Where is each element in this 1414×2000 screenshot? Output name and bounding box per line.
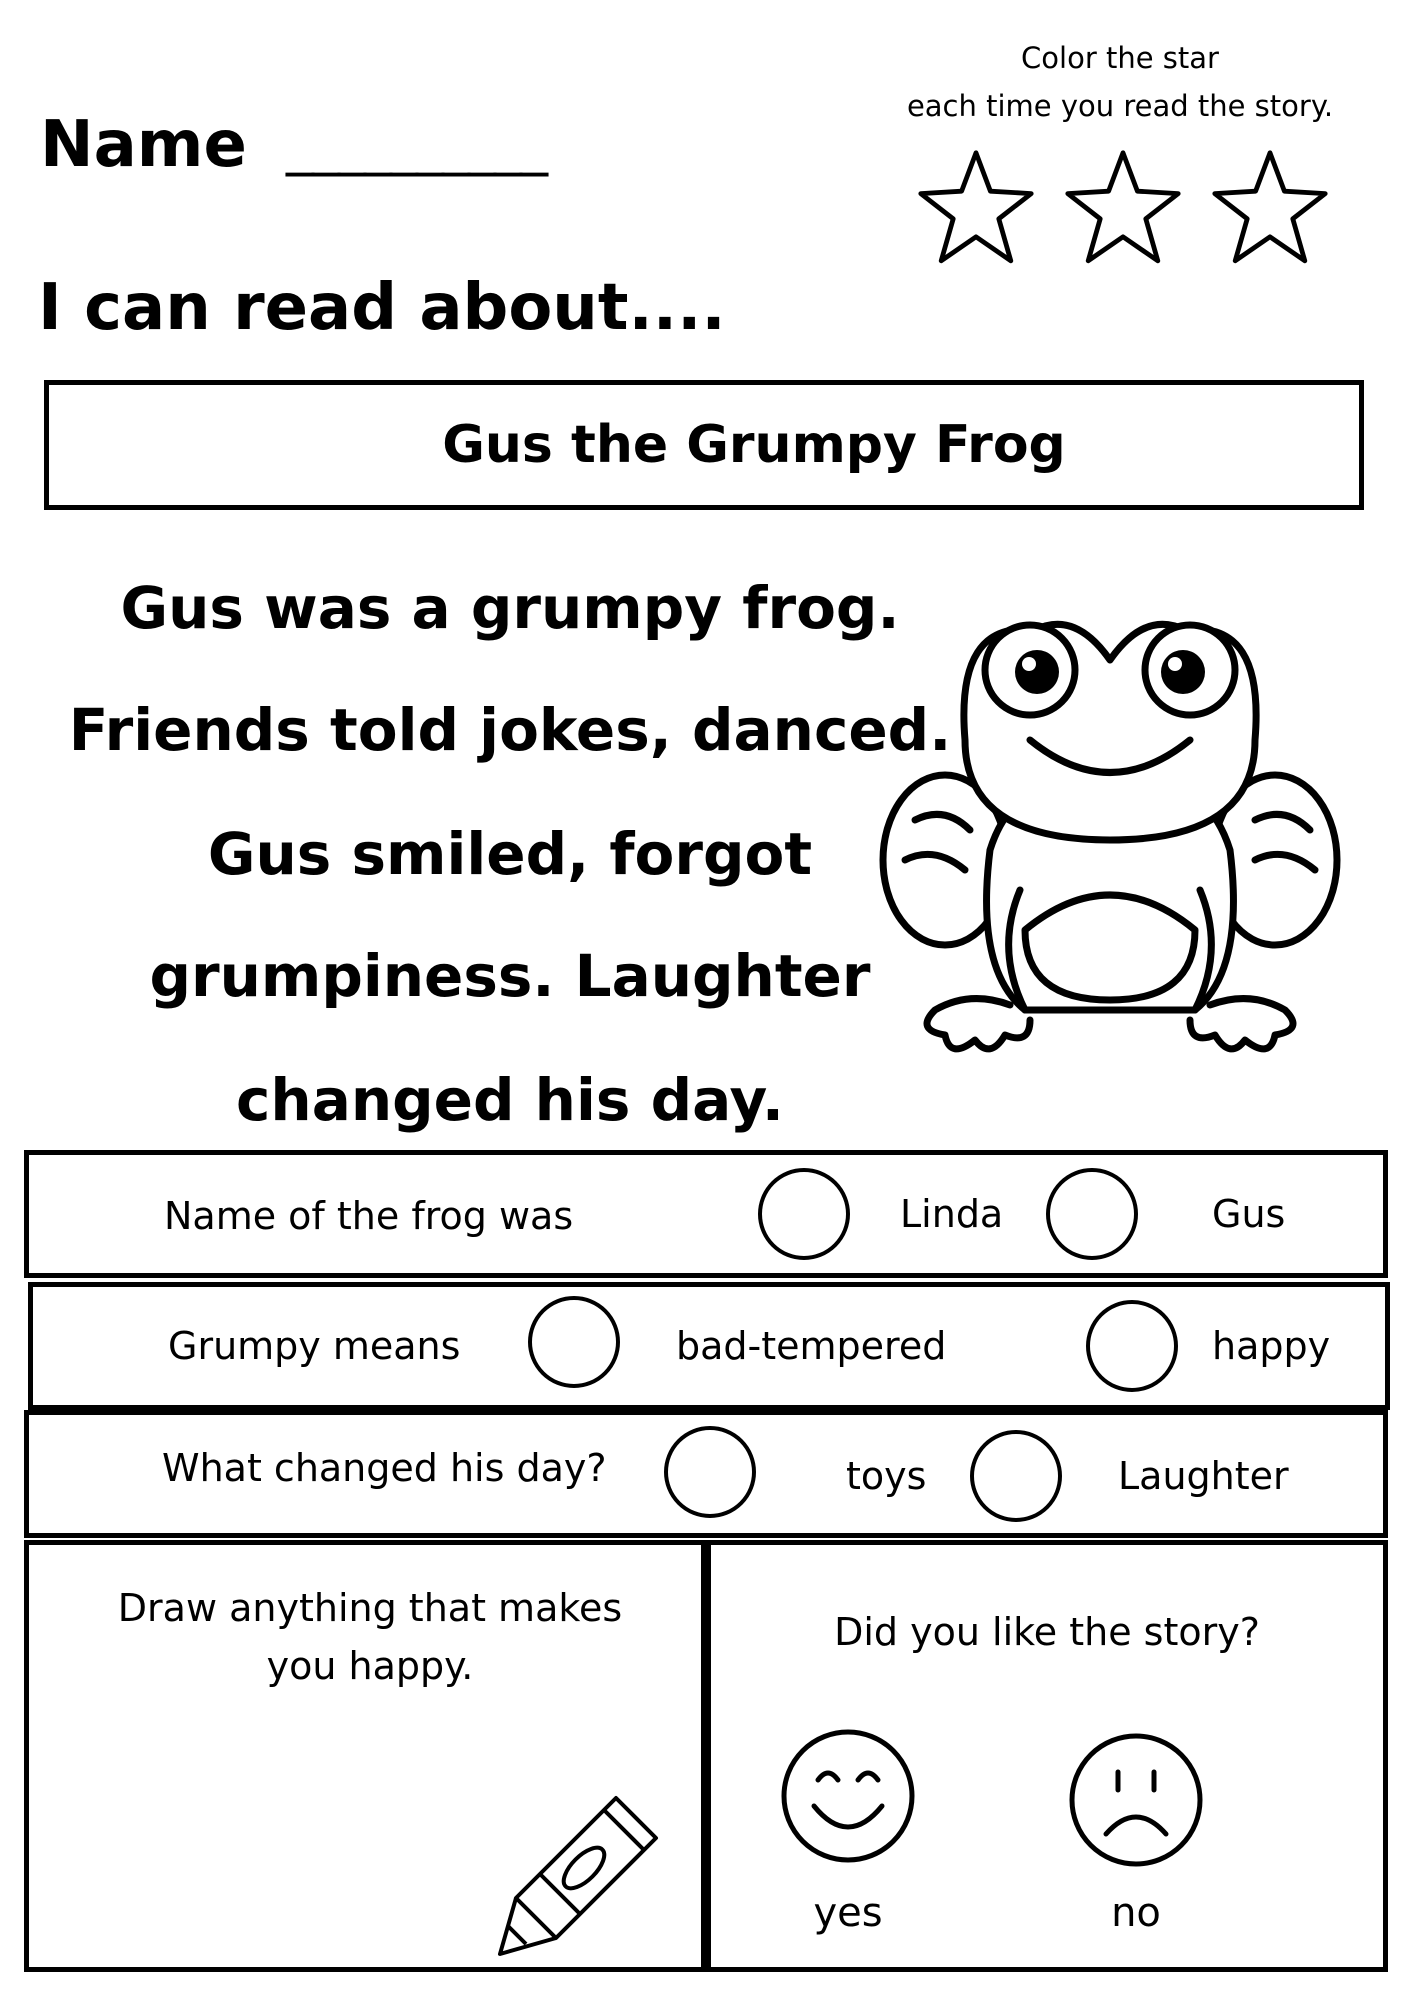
draw-panel-prompt-line1: Draw anything that makes — [117, 1586, 623, 1630]
story-line: grumpiness. Laughter — [149, 942, 871, 1010]
happy-face-icon[interactable] — [778, 1726, 918, 1866]
star-icon[interactable] — [1063, 148, 1183, 268]
answer-radio[interactable] — [528, 1296, 620, 1388]
answer-option-label: toys — [846, 1454, 927, 1498]
star-icon[interactable] — [1210, 148, 1330, 268]
star-icon[interactable] — [916, 148, 1036, 268]
name-label: Name — [40, 108, 247, 182]
crayon-icon — [496, 1790, 666, 1960]
answer-option-label: Gus — [1212, 1192, 1286, 1236]
story-title: Gus the Grumpy Frog — [442, 415, 1066, 475]
answer-radio[interactable] — [970, 1430, 1062, 1522]
feedback-prompt: Did you like the story? — [834, 1610, 1260, 1654]
story-line: Gus smiled, forgot — [207, 820, 813, 888]
answer-option-label: Linda — [900, 1192, 1004, 1236]
star-instruction-line1: Color the star — [1021, 41, 1219, 75]
question-prompt: What changed his day? — [162, 1446, 607, 1490]
draw-panel-prompt-line2: you happy. — [266, 1644, 474, 1688]
answer-option-label: happy — [1212, 1324, 1331, 1368]
frog-icon — [875, 590, 1345, 1060]
no-label[interactable]: no — [1111, 1890, 1161, 1936]
answer-radio[interactable] — [1046, 1168, 1138, 1260]
yes-label[interactable]: yes — [813, 1890, 883, 1936]
star-instruction-line2: each time you read the story. — [906, 89, 1334, 123]
story-line: changed his day. — [236, 1066, 784, 1134]
answer-radio[interactable] — [1086, 1300, 1178, 1392]
answer-option-label: Laughter — [1118, 1454, 1289, 1498]
answer-radio[interactable] — [664, 1426, 756, 1518]
answer-radio[interactable] — [758, 1168, 850, 1260]
story-line: Gus was a grumpy frog. — [120, 574, 900, 642]
name-blank-line[interactable]: __________ — [286, 112, 546, 177]
question-prompt: Name of the frog was — [164, 1194, 574, 1238]
question-prompt: Grumpy means — [168, 1324, 461, 1368]
story-line: Friends told jokes, danced. — [68, 696, 952, 764]
sad-face-icon[interactable] — [1066, 1730, 1206, 1870]
answer-option-label: bad-tempered — [676, 1324, 947, 1368]
topic-label: I can read about.... — [38, 271, 726, 345]
